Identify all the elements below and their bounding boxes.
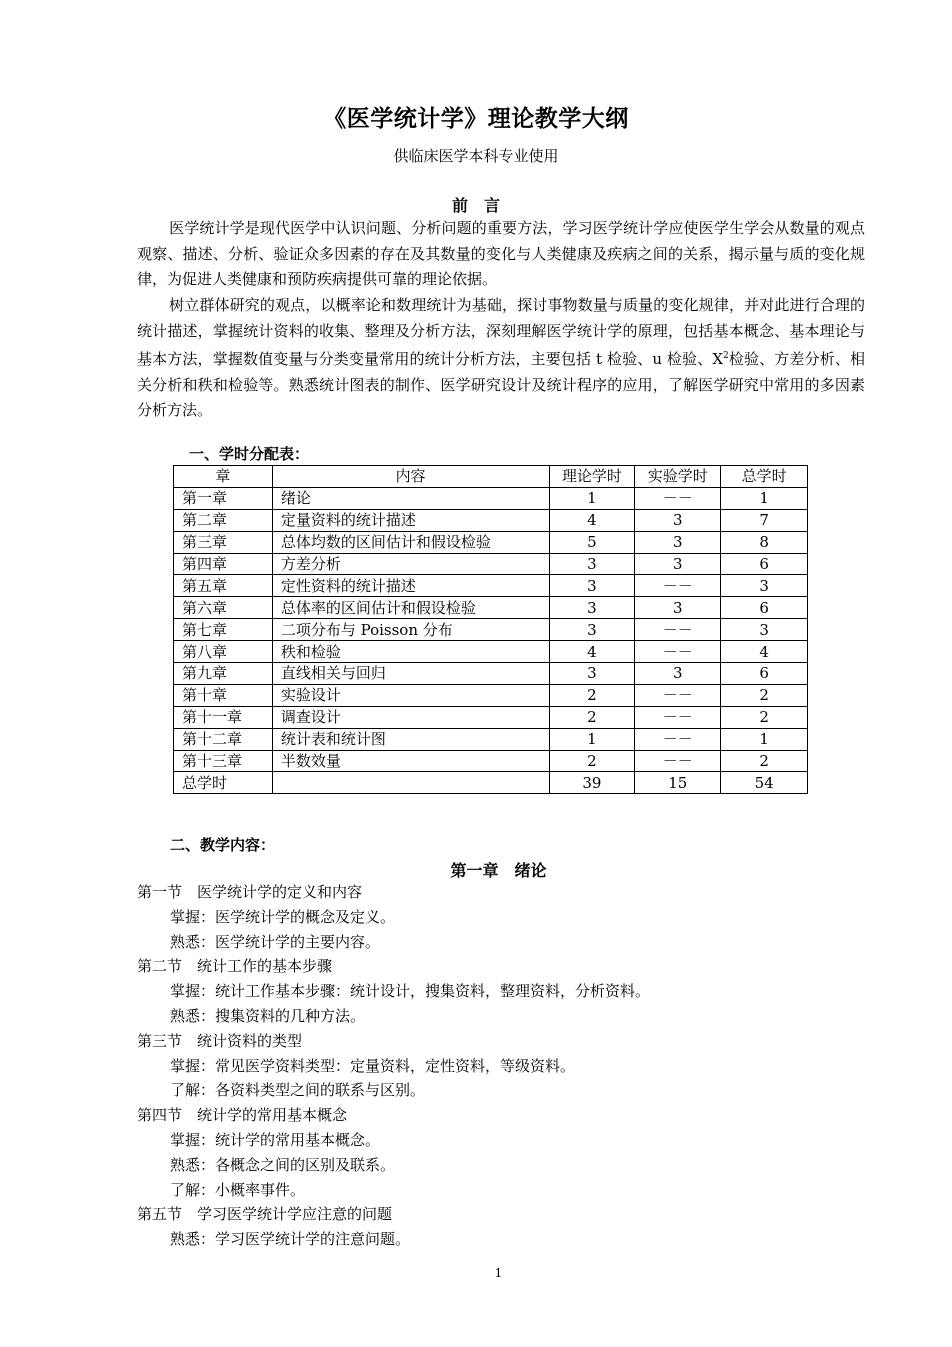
table-row bbox=[174, 487, 808, 509]
preface-paragraph-2-text-b: 检验、方差分析、相关分析和秩和检验等。熟悉统计图表的制作、医学研究设计及统计程序的应用，了解医学研究中常用的多因素分析方法。 bbox=[137, 350, 865, 419]
cell-total-hours: 7 bbox=[721, 509, 808, 531]
objective-item: 掌握：统计工作基本步骤：统计设计，搜集资料，整理资料，分析资料。 bbox=[170, 982, 651, 1001]
table-row bbox=[174, 553, 808, 575]
cell-chapter: 第六章 bbox=[174, 597, 273, 619]
cell-total-hours: 3 bbox=[721, 575, 808, 597]
cell-content: 方差分析 bbox=[272, 553, 549, 575]
table-row bbox=[174, 663, 808, 685]
cell-chapter: 第十三章 bbox=[174, 750, 273, 772]
cell-total-hours: 6 bbox=[721, 663, 808, 685]
table-row bbox=[174, 684, 808, 706]
cell-chapter: 第十一章 bbox=[174, 706, 273, 728]
cell-lab-hours: －－ bbox=[635, 487, 721, 509]
cell-theory-hours: 4 bbox=[549, 509, 635, 531]
cell-total-hours: 54 bbox=[721, 772, 808, 794]
table-row bbox=[174, 750, 808, 772]
superscript-2: 2 bbox=[723, 351, 729, 361]
cell-chapter: 第十章 bbox=[174, 684, 273, 706]
table-body bbox=[174, 487, 808, 793]
section-title: 第三节 统计资料的类型 bbox=[137, 1031, 303, 1050]
preface-paragraph-2 bbox=[137, 293, 865, 424]
table-header-row bbox=[174, 466, 808, 488]
cell-total-hours: 4 bbox=[721, 641, 808, 663]
cell-lab-hours: －－ bbox=[635, 619, 721, 641]
cell-lab-hours: 3 bbox=[635, 509, 721, 531]
objective-item: 熟悉：学习医学统计学的注意问题。 bbox=[170, 1230, 411, 1249]
objective-item: 掌握：医学统计学的概念及定义。 bbox=[170, 907, 396, 926]
cell-theory-hours: 3 bbox=[549, 575, 635, 597]
cell-total-hours: 2 bbox=[721, 684, 808, 706]
chapter-1-title: 第一章 绪论 bbox=[450, 861, 547, 880]
objective-item: 熟悉：搜集资料的几种方法。 bbox=[170, 1007, 366, 1025]
table-row bbox=[174, 706, 808, 728]
table-row bbox=[174, 641, 808, 663]
header-lab-hours: 实验学时 bbox=[635, 466, 721, 488]
cell-theory-hours: 2 bbox=[549, 706, 635, 728]
cell-content: 二项分布与 Poisson 分布 bbox=[272, 619, 549, 641]
table-row bbox=[174, 619, 808, 641]
cell-lab-hours: 3 bbox=[635, 531, 721, 553]
document-title: 《医学统计学》理论教学大纲 bbox=[323, 105, 629, 132]
cell-theory-hours: 2 bbox=[549, 684, 635, 706]
cell-content: 秩和检验 bbox=[272, 641, 549, 663]
cell-content: 总体率的区间估计和假设检验 bbox=[272, 597, 549, 619]
section-title: 第五节 学习医学统计学应注意的问题 bbox=[137, 1205, 393, 1224]
cell-content: 定性资料的统计描述 bbox=[272, 575, 549, 597]
cell-lab-hours: 3 bbox=[635, 553, 721, 575]
objective-item: 了解：各资料类型之间的联系与区别。 bbox=[170, 1081, 426, 1100]
cell-theory-hours: 39 bbox=[549, 772, 635, 794]
cell-chapter: 第一章 bbox=[174, 487, 273, 509]
cell-total-hours: 1 bbox=[721, 728, 808, 750]
cell-lab-hours: －－ bbox=[635, 728, 721, 750]
cell-total-hours: 2 bbox=[721, 750, 808, 772]
cell-lab-hours: 15 bbox=[635, 772, 721, 794]
header-theory-hours: 理论学时 bbox=[549, 466, 635, 488]
objective-item: 熟悉：医学统计学的主要内容。 bbox=[170, 932, 381, 951]
cell-theory-hours: 3 bbox=[549, 663, 635, 685]
cell-chapter: 第二章 bbox=[174, 509, 273, 531]
header-chapter: 章 bbox=[174, 466, 273, 488]
section-content-heading: 二、教学内容： bbox=[170, 836, 276, 854]
cell-theory-hours: 4 bbox=[549, 641, 635, 663]
document-subtitle: 供临床医学本科专业使用 bbox=[393, 147, 559, 165]
cell-lab-hours: 3 bbox=[635, 597, 721, 619]
cell-total-hours: 6 bbox=[721, 553, 808, 575]
cell-chapter: 第三章 bbox=[174, 531, 273, 553]
preface-paragraph-1 bbox=[137, 216, 865, 293]
cell-content: 绪论 bbox=[272, 487, 549, 509]
page-number: 1 bbox=[494, 1266, 503, 1280]
cell-theory-hours: 1 bbox=[549, 728, 635, 750]
objective-item: 熟悉：各概念之间的区别及联系。 bbox=[170, 1155, 396, 1174]
cell-total-hours: 2 bbox=[721, 706, 808, 728]
section-title: 第一节 医学统计学的定义和内容 bbox=[137, 883, 363, 901]
preface-heading: 前 言 bbox=[451, 196, 500, 215]
preface-paragraph-2-text-a: 树立群体研究的观点，以概率论和数理统计为基础，探讨事物数量与质量的变化规律，并对此进行合理的统计描述，掌握统计资料的收集、整理及分析方法，深刻理解医学统计学的原理，包括基本概念、基本理论与基本方法，掌握数值变量与分类变量常用的统计分析方法，主要包括 t 检验、u 检验、X bbox=[137, 296, 865, 368]
objective-item: 掌握：统计学的常用基本概念。 bbox=[170, 1131, 381, 1149]
cell-chapter: 总学时 bbox=[174, 772, 273, 794]
cell-content bbox=[272, 772, 549, 794]
cell-chapter: 第七章 bbox=[174, 619, 273, 641]
objective-item: 了解：小概率事件。 bbox=[170, 1180, 306, 1199]
hours-table bbox=[173, 465, 808, 794]
header-total-hours: 总学时 bbox=[721, 466, 808, 488]
cell-content: 直线相关与回归 bbox=[272, 663, 549, 685]
cell-content: 调查设计 bbox=[272, 706, 549, 728]
cell-chapter: 第四章 bbox=[174, 553, 273, 575]
table-row bbox=[174, 509, 808, 531]
table-row bbox=[174, 531, 808, 553]
cell-content: 总体均数的区间估计和假设检验 bbox=[272, 531, 549, 553]
cell-chapter: 第十二章 bbox=[174, 728, 273, 750]
header-content: 内容 bbox=[272, 466, 549, 488]
cell-theory-hours: 3 bbox=[549, 619, 635, 641]
cell-lab-hours: －－ bbox=[635, 750, 721, 772]
cell-lab-hours: －－ bbox=[635, 575, 721, 597]
cell-content: 半数效量 bbox=[272, 750, 549, 772]
cell-lab-hours: 3 bbox=[635, 663, 721, 685]
cell-total-hours: 6 bbox=[721, 597, 808, 619]
objective-item: 掌握：常见医学资料类型：定量资料，定性资料，等级资料。 bbox=[170, 1056, 576, 1075]
cell-total-hours: 8 bbox=[721, 531, 808, 553]
cell-content: 实验设计 bbox=[272, 684, 549, 706]
cell-lab-hours: －－ bbox=[635, 684, 721, 706]
preface-paragraph-1-text: 医学统计学是现代医学中认识问题、分析问题的重要方法，学习医学统计学应使医学生学会从数量的观点观察、描述、分析、验证众多因素的存在及其数量的变化与人类健康及疾病之间的关系，揭示量与质的变化规律，为促进人类健康和预防疾病提供可靠的理论依据。 bbox=[137, 219, 865, 288]
cell-theory-hours: 1 bbox=[549, 487, 635, 509]
cell-chapter: 第八章 bbox=[174, 641, 273, 663]
cell-theory-hours: 2 bbox=[549, 750, 635, 772]
cell-theory-hours: 3 bbox=[549, 597, 635, 619]
section-hours-heading: 一、学时分配表： bbox=[189, 445, 310, 463]
cell-chapter: 第五章 bbox=[174, 575, 273, 597]
cell-total-hours: 1 bbox=[721, 487, 808, 509]
cell-chapter: 第九章 bbox=[174, 663, 273, 685]
cell-lab-hours: －－ bbox=[635, 641, 721, 663]
table-row bbox=[174, 575, 808, 597]
cell-content: 定量资料的统计描述 bbox=[272, 509, 549, 531]
table-row bbox=[174, 772, 808, 794]
table-row bbox=[174, 728, 808, 750]
cell-theory-hours: 5 bbox=[549, 531, 635, 553]
cell-content: 统计表和统计图 bbox=[272, 728, 549, 750]
cell-theory-hours: 3 bbox=[549, 553, 635, 575]
table-row bbox=[174, 597, 808, 619]
section-title: 第二节 统计工作的基本步骤 bbox=[137, 957, 333, 976]
cell-total-hours: 3 bbox=[721, 619, 808, 641]
cell-lab-hours: －－ bbox=[635, 706, 721, 728]
section-title: 第四节 统计学的常用基本概念 bbox=[137, 1106, 348, 1125]
